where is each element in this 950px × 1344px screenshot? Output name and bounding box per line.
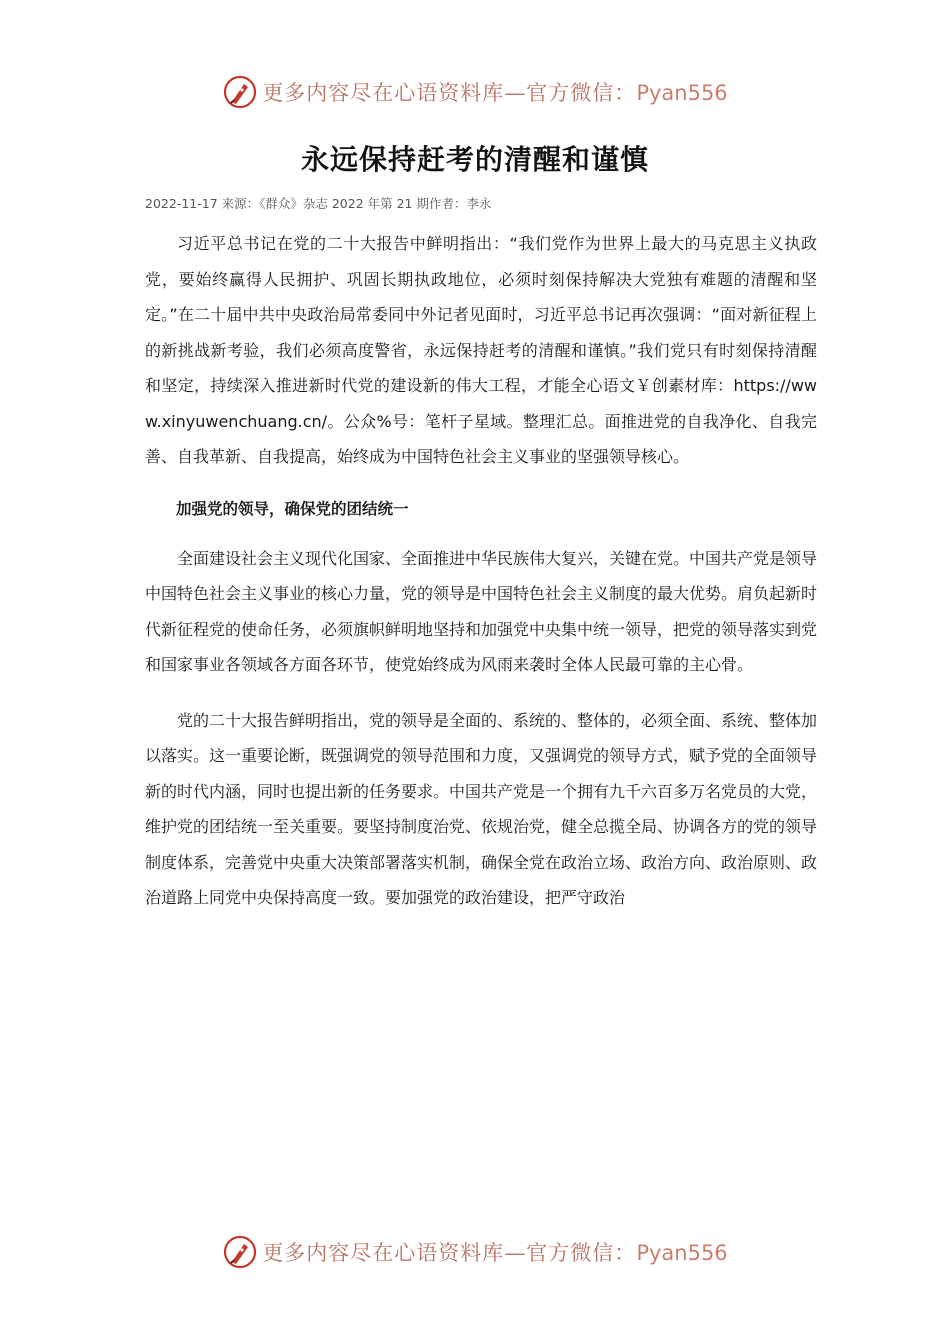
banner-wechat-id: Pyan556 [636,1241,728,1265]
article-paragraph-1: 习近平总书记在党的二十大报告中鲜明指出：“我们党作为世界上最大的马克思主义执政党，要始终赢得人民拥护、巩固长期执政地位，必须时刻保持解决大党独有难题的清醒和坚定。”在二十届中共中央政治局常委同中外记者见面时，习近平总书记再次强调：“面对新征程上的新挑战新考验，我们必须高度警省，永远保持赶考的清醒和谨慎。”我们党只有时刻保持清醒和坚定，持续深入推进新时代党的建设新的伟大工程，才能全心语文￥创素材库：https://www.xinyuwenchuang.cn/。公众%号：笔杆子星域。整理汇总。面推进党的自我净化、自我完善、自我革新、自我提高，始终成为中国特色社会主义事业的坚强领导核心。 [145,234,817,466]
footer-banner [0,1230,950,1274]
article-paragraph-2: 全面建设社会主义现代化国家、全面推进中华民族伟大复兴，关键在党。中国共产党是领导中国特色社会主义事业的核心力量，党的领导是中国特色社会主义制度的最大优势。肩负起新时代新征程党的使命任务，必须旗帜鲜明地坚持和加强党中央集中统一领导，把党的领导落实到党和国家事业各领域各方面各环节，使党始终成为风雨来袭时全体人民最可靠的主心骨。 [145,548,818,674]
article-meta: 2022-11-17 来源：《群众》杂志 2022 年第 21 期作者：李永 [145,196,492,211]
section-heading: 加强党的领导，确保党的团结统一 [176,499,409,518]
banner-wechat-id: Pyan556 [636,81,728,105]
banner-text [262,77,727,107]
article-paragraph-3: 党的二十大报告鲜明指出，党的领导是全面的、系统的、整体的，必须全面、系统、整体加以落实。这一重要论断，既强调党的领导范围和力度，又强调党的领导方式，赋予党的全面领导新的时代内涵，同时也提出新的任务要求。中国共产党是一个拥有九千六百多万名党员的大党，维护党的团结统一至关重要。要坚持制度治党、依规治党，健全总揽全局、协调各方的党的领导制度体系，完善党中央重大决策部署落实机制，确保全党在政治立场、政治方向、政治原则、政治道路上同党中央保持高度一致。要加强党的政治建设，把严守政治 [145,710,818,907]
pen-nib-logo-icon [222,74,258,110]
banner-label: 更多内容尽在心语资料库—官方微信： [262,1241,637,1265]
article-body [145,226,817,916]
header-banner [0,70,950,114]
banner-label: 更多内容尽在心语资料库—官方微信： [262,81,637,105]
banner-text [262,1237,727,1267]
article-title: 永远保持赶考的清醒和谨慎 [300,143,649,176]
pen-nib-logo-icon [222,1234,258,1270]
